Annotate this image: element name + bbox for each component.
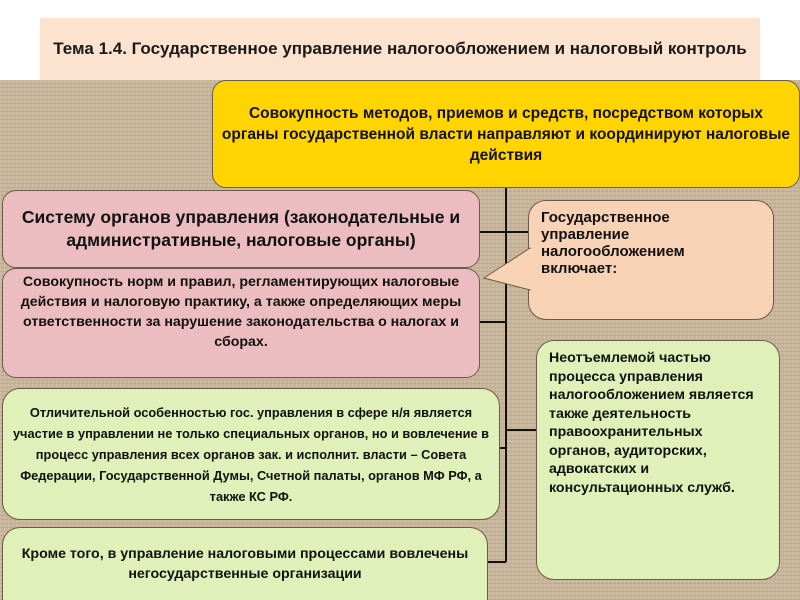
box-norms: Совокупность норм и правил, регламентирующих налоговые действия и налоговую практику, а также определяющих меры ответственности за нарушение законодательства о налогах и сборах. bbox=[2, 268, 480, 378]
callout-includes: Государственное управление налогообложением включает: bbox=[528, 200, 774, 320]
slide-title: Тема 1.4. Государственное управление налогообложением и налоговый контроль bbox=[53, 39, 747, 58]
box-feature: Отличительной особенностью гос. управления в сфере н/я является участие в управлении не только специальных органов, но и вовлечение в процесс управления всех органов зак. и исполнит. власти – Совета Федерации, Государственной Думы, Счетной палаты, органов МФ РФ, а также КС РФ. bbox=[2, 388, 500, 520]
top-box-methods: Совокупность методов, приемов и средств, посредством которых органы государственной власти направляют и координируют налоговые действия bbox=[212, 80, 800, 188]
box-integral-part: Неотъемлемой частью процесса управления налогообложением является также деятельность правоохранительных органов, аудиторских, адвокатских и консультационных служб. bbox=[536, 340, 780, 580]
box-organs: Систему органов управления (законодательные и административные, налоговые органы) bbox=[2, 190, 480, 268]
box-nongov: Кроме того, в управление налоговыми процессами вовлечены негосударственные организации bbox=[2, 527, 488, 600]
